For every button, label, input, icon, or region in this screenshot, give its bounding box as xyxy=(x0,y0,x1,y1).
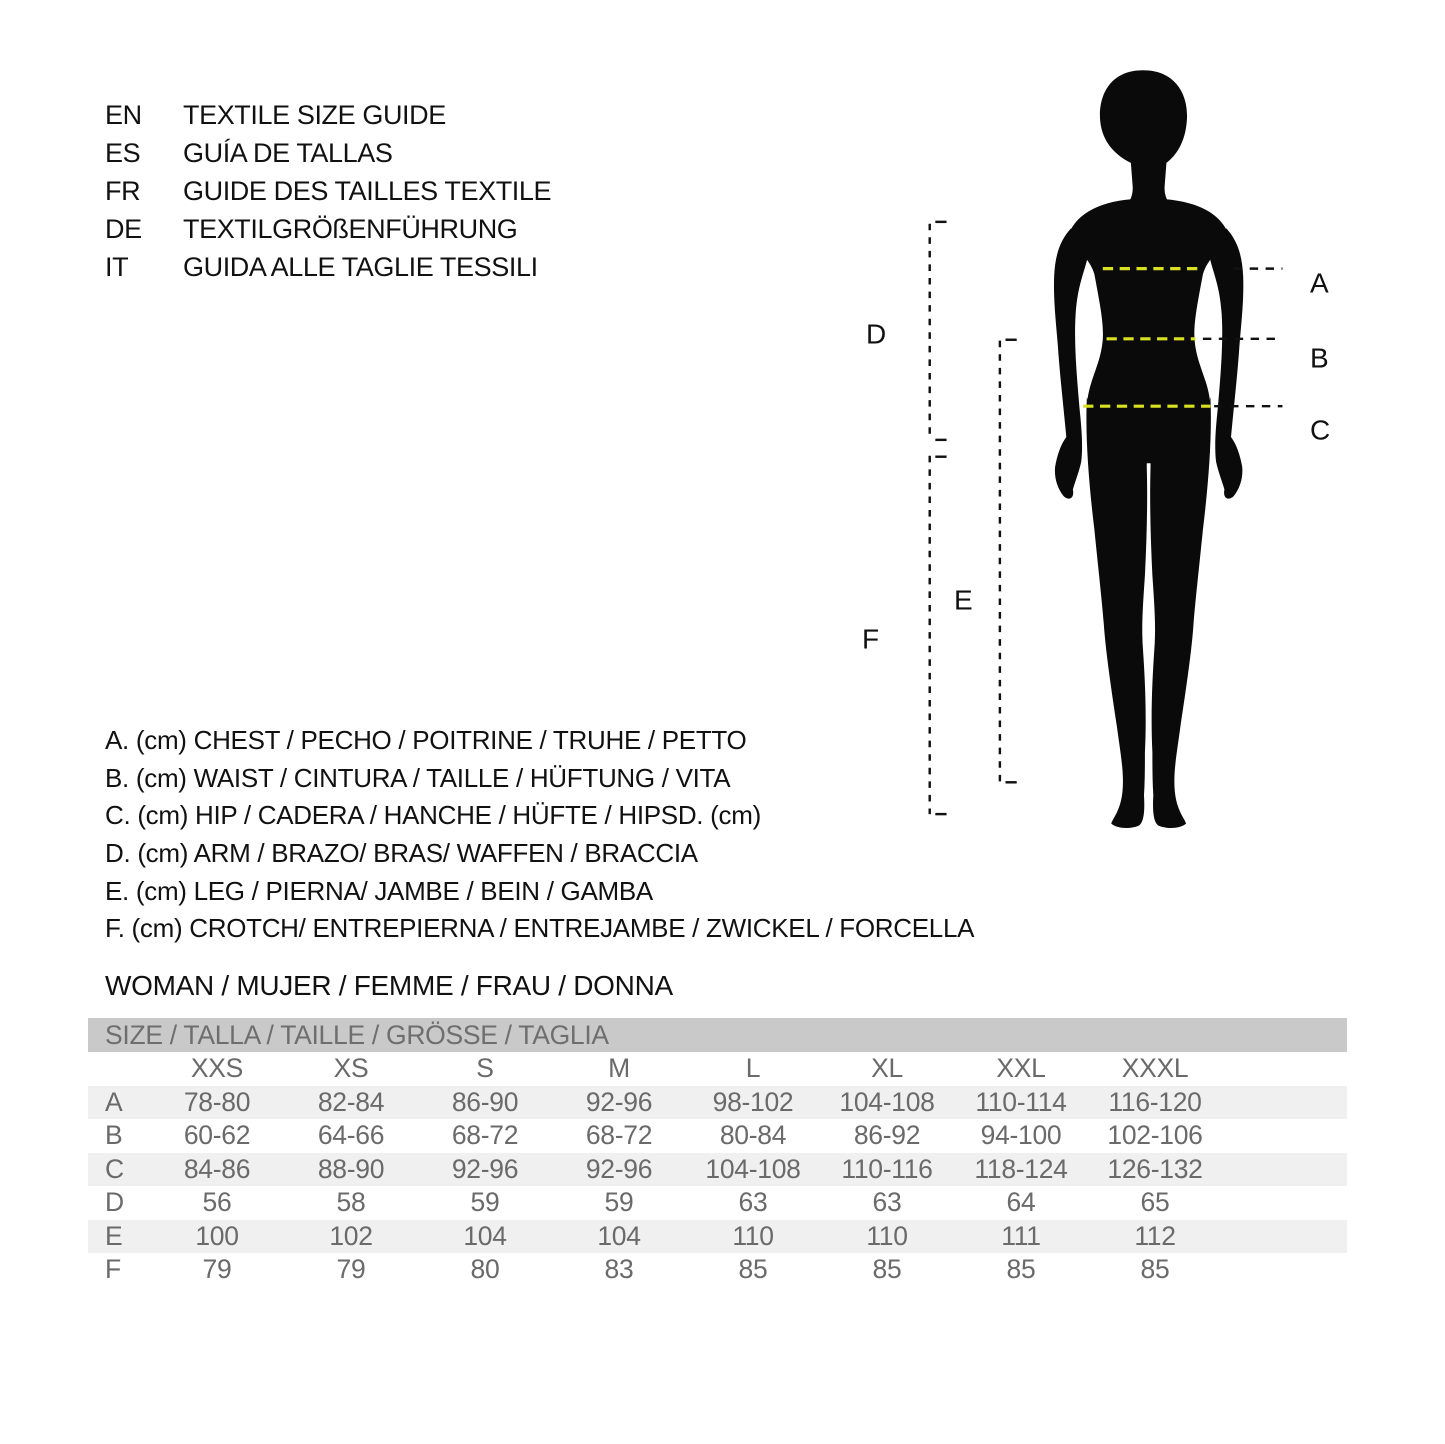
cell: 110-116 xyxy=(841,1153,933,1184)
cell: 60-62 xyxy=(183,1120,251,1151)
size-table-sizes-row xyxy=(88,1052,1347,1086)
language-row xyxy=(105,248,551,286)
section-title-woman: WOMAN / MUJER / FEMME / FRAU / DONNA xyxy=(105,970,673,1001)
cell: 88-90 xyxy=(317,1153,385,1184)
cell: 63 xyxy=(872,1187,902,1218)
cell: 86-92 xyxy=(853,1120,921,1151)
marker-label-waist: B xyxy=(1310,342,1329,374)
guide-title: TEXTILGRÖßENFÜHRUNG xyxy=(183,213,518,244)
guide-title: GUIDA ALLE TAGLIE TESSILI xyxy=(183,251,538,282)
cell: 80-84 xyxy=(719,1120,787,1151)
woman-silhouette-figure xyxy=(1054,70,1243,828)
legend-item-crotch: F. (cm) CROTCH/ ENTREPIERNA / ENTREJAMBE / ZWICKEL / FORCELLA xyxy=(105,913,975,944)
language-code: EN xyxy=(105,99,142,130)
cell: 92-96 xyxy=(585,1153,653,1184)
language-row xyxy=(105,172,551,210)
cell: 84-86 xyxy=(183,1153,251,1184)
size-col-s: S xyxy=(476,1053,494,1084)
cell: 59 xyxy=(604,1187,634,1218)
size-col-xxs: XXS xyxy=(190,1053,244,1084)
row-key: F xyxy=(105,1254,121,1285)
table-row-a xyxy=(88,1086,1347,1120)
cell: 85 xyxy=(1140,1254,1170,1285)
legend-item-waist: B. (cm) WAIST / CINTURA / TAILLE / HÜFTUNG / VITA xyxy=(105,762,731,793)
cell: 104 xyxy=(463,1220,507,1251)
cell: 104 xyxy=(597,1220,641,1251)
cell: 68-72 xyxy=(585,1120,653,1151)
cell: 98-102 xyxy=(712,1086,794,1117)
cell: 59 xyxy=(470,1187,500,1218)
woman-silhouette-diagram xyxy=(860,60,1340,932)
language-row xyxy=(105,134,551,172)
cell: 126-132 xyxy=(1107,1153,1203,1184)
row-key: A xyxy=(105,1086,123,1117)
cell: 116-120 xyxy=(1108,1086,1202,1117)
table-row-d xyxy=(88,1186,1347,1220)
legend-item-arm: D. (cm) ARM / BRAZO/ BRAS/ WAFFEN / BRACCIA xyxy=(105,838,698,869)
cell: 56 xyxy=(202,1187,232,1218)
row-key: E xyxy=(105,1220,123,1251)
cell: 92-96 xyxy=(585,1086,653,1117)
cell: 80 xyxy=(470,1254,500,1285)
language-code: IT xyxy=(105,251,129,282)
cell: 102 xyxy=(329,1220,373,1251)
cell: 58 xyxy=(336,1187,366,1218)
cell: 63 xyxy=(738,1187,768,1218)
marker-label-arm: D xyxy=(866,318,886,350)
row-key: C xyxy=(105,1153,124,1184)
legend-item-chest: A. (cm) CHEST / PECHO / POITRINE / TRUHE / PETTO xyxy=(105,725,747,756)
size-col-xl: XL xyxy=(871,1053,903,1084)
language-guide xyxy=(105,96,551,286)
marker-label-crotch: F xyxy=(862,623,879,655)
cell: 83 xyxy=(604,1254,634,1285)
cell: 104-108 xyxy=(839,1086,935,1117)
cell: 85 xyxy=(1006,1254,1036,1285)
cell: 92-96 xyxy=(451,1153,519,1184)
guide-title: TEXTILE SIZE GUIDE xyxy=(183,99,446,130)
cell: 110-114 xyxy=(975,1086,1067,1117)
cell: 64 xyxy=(1006,1187,1036,1218)
cell: 68-72 xyxy=(451,1120,519,1151)
cell: 102-106 xyxy=(1107,1120,1203,1151)
marker-label-chest: A xyxy=(1310,267,1329,299)
cell: 110 xyxy=(732,1220,774,1251)
cell: 85 xyxy=(738,1254,768,1285)
size-col-l: L xyxy=(745,1053,761,1084)
row-key: B xyxy=(105,1120,123,1151)
cell: 64-66 xyxy=(317,1120,385,1151)
legend-item-leg: E. (cm) LEG / PIERNA/ JAMBE / BEIN / GAMBA xyxy=(105,875,653,906)
guide-title: GUIDE DES TAILLES TEXTILE xyxy=(183,175,552,206)
measurement-legend xyxy=(105,722,974,948)
language-row xyxy=(105,96,551,134)
cell: 78-80 xyxy=(183,1086,251,1117)
cell: 86-90 xyxy=(451,1086,519,1117)
table-row-f xyxy=(88,1253,1347,1287)
language-row xyxy=(105,210,551,248)
table-row-c xyxy=(88,1153,1347,1187)
cell: 79 xyxy=(202,1254,232,1285)
size-table xyxy=(88,1018,1347,1287)
cell: 94-100 xyxy=(980,1120,1062,1151)
row-key: D xyxy=(105,1187,124,1218)
marker-label-leg: E xyxy=(954,584,973,616)
size-table-header: SIZE / TALLA / TAILLE / GRÖSSE / TAGLIA xyxy=(88,1018,1347,1052)
language-code: FR xyxy=(105,175,141,206)
table-row-b xyxy=(88,1119,1347,1153)
size-col-xs: XS xyxy=(333,1053,369,1084)
cell: 65 xyxy=(1140,1187,1170,1218)
cell: 110 xyxy=(866,1220,908,1251)
cell: 79 xyxy=(336,1254,366,1285)
legend-item-hip: C. (cm) HIP / CADERA / HANCHE / HÜFTE / HIPSD. (cm) xyxy=(105,800,761,831)
table-row-e xyxy=(88,1220,1347,1254)
language-code: ES xyxy=(105,137,141,168)
guide-title: GUÍA DE TALLAS xyxy=(183,137,393,168)
language-code: DE xyxy=(105,213,142,244)
size-col-m: M xyxy=(608,1053,630,1084)
cell: 100 xyxy=(195,1220,239,1251)
cell: 118-124 xyxy=(974,1153,1068,1184)
size-col-xxxl: XXXL xyxy=(1121,1053,1189,1084)
cell: 104-108 xyxy=(705,1153,801,1184)
size-col-xxl: XXL xyxy=(996,1053,1046,1084)
cell: 111 xyxy=(1001,1220,1041,1251)
cell: 112 xyxy=(1134,1220,1176,1251)
cell: 82-84 xyxy=(317,1086,385,1117)
marker-label-hip: C xyxy=(1310,414,1330,446)
cell: 85 xyxy=(872,1254,902,1285)
